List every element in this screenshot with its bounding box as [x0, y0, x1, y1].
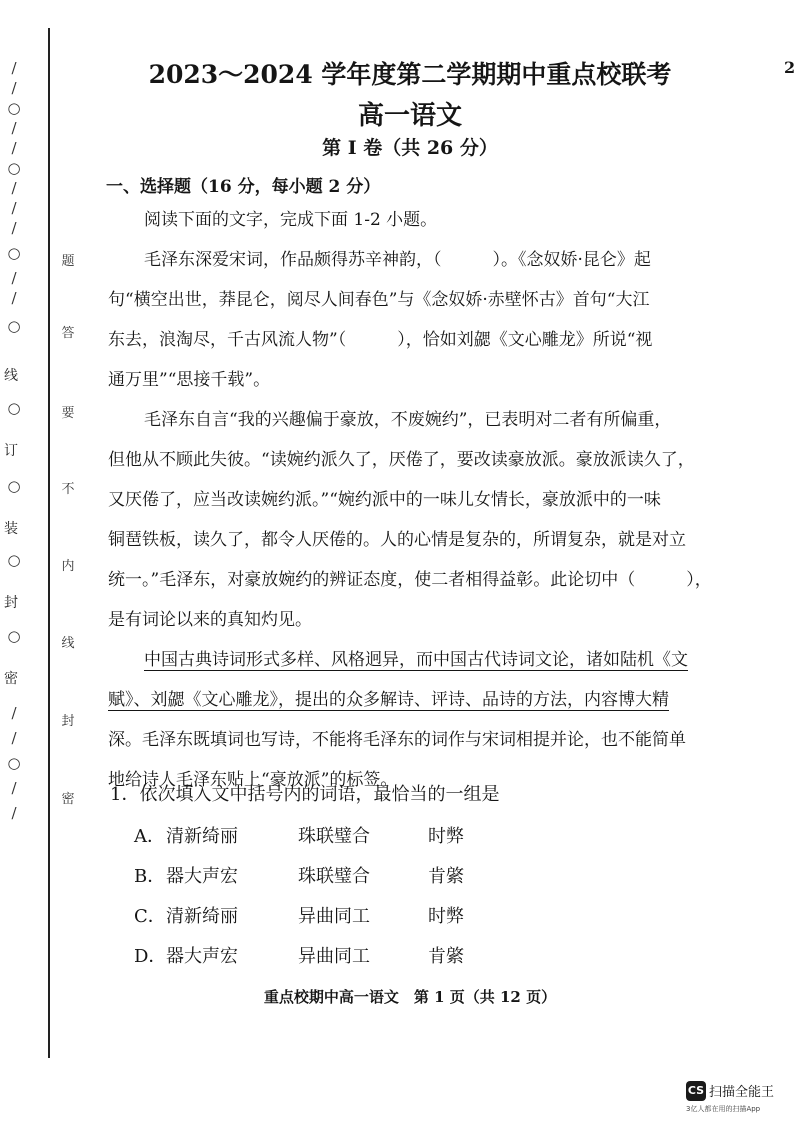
option-word: 器大声宏: [166, 946, 238, 967]
section-heading: 一、选择题（16 分，每小题 2 分）: [106, 177, 381, 197]
binding-mark: /: [11, 139, 17, 157]
scanner-tagline: 3亿人都在用的扫描App: [686, 1104, 761, 1113]
option-word: 异曲同工: [298, 906, 370, 927]
binding-word: 线: [4, 368, 18, 384]
binding-label: 封: [61, 714, 75, 729]
binding-word: 封: [4, 595, 18, 611]
option-word: 清新绮丽: [166, 906, 238, 927]
passage-line: 统一。”毛泽东，对豪放婉约的辨证态度，使二者相得益彰。此论切中（ ），: [108, 570, 712, 590]
passage-line: 句“横空出世，莽昆仑，阅尽人间春色”与《念奴娇·赤壁怀古》首句“大江: [108, 290, 650, 310]
binding-mark: ○: [7, 399, 21, 417]
option-word: 清新绮丽: [166, 826, 238, 847]
binding-label: 要: [61, 406, 75, 421]
answer-option-b[interactable]: [134, 862, 464, 888]
answer-option-a[interactable]: [134, 822, 464, 848]
binding-line: [48, 28, 50, 1058]
passage-line: 毛泽东自言“我的兴趣偏于豪放，不废婉约”，已表明对二者有所偏重，: [144, 410, 672, 430]
answer-option-c[interactable]: [134, 902, 464, 928]
passage-line: 毛泽东深爱宋词，作品颇得苏辛神韵，（ ）。《念奴娇·昆仑》起: [144, 250, 651, 270]
edge-page-mark: 2: [784, 58, 795, 77]
scanner-app-name: 扫描全能王: [709, 1085, 775, 1100]
passage-line: 地给诗人毛泽东贴上“豪放派”的标签。: [108, 770, 398, 790]
question-stem: 1．依次填入文中括号内的词语，最恰当的一组是: [110, 784, 500, 805]
option-word: 时弊: [428, 906, 464, 927]
underlined-text: 中国古典诗词形式多样、风格迥异，而中国古代诗词文论，诸如陆机《文: [144, 650, 688, 670]
binding-label: 线: [61, 636, 75, 651]
passage-line: 深。毛泽东既填词也写诗，不能将毛泽东的词作与宋词相提并论，也不能简单: [108, 730, 686, 750]
passage-line-underlined: [108, 640, 728, 680]
option-word: 肯綮: [428, 946, 464, 967]
binding-label: 不: [61, 482, 75, 497]
reading-passage: [108, 200, 728, 800]
passage-line: 东去，浪淘尽，千古风流人物”（ ），恰如刘勰《文心雕龙》所说“视: [108, 330, 653, 350]
binding-mark: ○: [7, 317, 21, 335]
binding-mark: ○: [7, 627, 21, 645]
binding-label: 内: [61, 559, 75, 574]
binding-mark: ○: [7, 551, 21, 569]
binding-word: 密: [4, 671, 18, 687]
page-footer: 重点校期中高一语文 第 1 页（共 12 页）: [263, 988, 557, 1006]
option-word: 珠联璧合: [298, 826, 370, 847]
binding-word: 订: [4, 443, 18, 459]
binding-mark: ○: [7, 477, 21, 495]
binding-mark: /: [11, 119, 17, 137]
passage-line: 但他从不顾此失彼。“读婉约派久了，厌倦了，要改读豪放派。豪放派读久了，: [108, 450, 695, 470]
passage-line-underlined: [108, 680, 728, 720]
binding-mark: ○: [7, 159, 21, 177]
binding-mark: /: [11, 79, 17, 97]
binding-mark: /: [11, 219, 17, 237]
option-word: 肯綮: [428, 866, 464, 887]
option-letter: B．: [134, 866, 166, 887]
option-word: 异曲同工: [298, 946, 370, 967]
passage-line: 通万里”“思接千载”。: [108, 370, 271, 390]
scanner-watermark: [686, 1080, 790, 1114]
subject-title: 高一语文: [357, 101, 462, 131]
binding-mark: /: [11, 704, 17, 722]
option-word: 器大声宏: [166, 866, 238, 887]
binding-margin: [0, 0, 36, 1124]
binding-label: 答: [61, 326, 75, 341]
passage-line: 铜琶铁板，读久了，都令人厌倦的。人的心情是复杂的，所谓复杂，就是对立: [108, 530, 686, 550]
binding-mark: ○: [7, 99, 21, 117]
option-letter: D．: [134, 946, 167, 967]
binding-word: 装: [4, 521, 18, 537]
passage-line: 是有词论以来的真知灼见。: [108, 610, 312, 630]
binding-mark: ○: [7, 754, 21, 772]
binding-label: 密: [61, 792, 75, 807]
exam-title: 2023～2024 学年度第二学期期中重点校联考: [148, 60, 672, 89]
binding-label: 题: [61, 254, 75, 269]
binding-mark: /: [11, 804, 17, 822]
binding-mark: /: [11, 59, 17, 77]
binding-mark: /: [11, 289, 17, 307]
passage-line: 阅读下面的文字，完成下面 1-2 小题。: [144, 210, 438, 230]
option-word: 时弊: [428, 826, 464, 847]
volume-title: 第 I 卷（共 26 分）: [322, 137, 498, 159]
answer-option-d[interactable]: [134, 942, 464, 968]
binding-mark: /: [11, 729, 17, 747]
scanner-logo-icon: CS: [686, 1081, 706, 1101]
binding-mark: /: [11, 199, 17, 217]
passage-line: 又厌倦了，应当改读婉约派。”“婉约派中的一味儿女情长，豪放派中的一味: [108, 490, 661, 510]
option-letter: C．: [134, 906, 166, 927]
option-letter: A．: [134, 826, 165, 847]
binding-mark: /: [11, 179, 17, 197]
binding-mark: /: [11, 779, 17, 797]
option-word: 珠联璧合: [298, 866, 370, 887]
binding-mark: ○: [7, 244, 21, 262]
underlined-text: 赋》、刘勰《文心雕龙》，提出的众多解诗、评诗、品诗的方法，内容博大精: [108, 690, 669, 710]
binding-mark: /: [11, 269, 17, 287]
